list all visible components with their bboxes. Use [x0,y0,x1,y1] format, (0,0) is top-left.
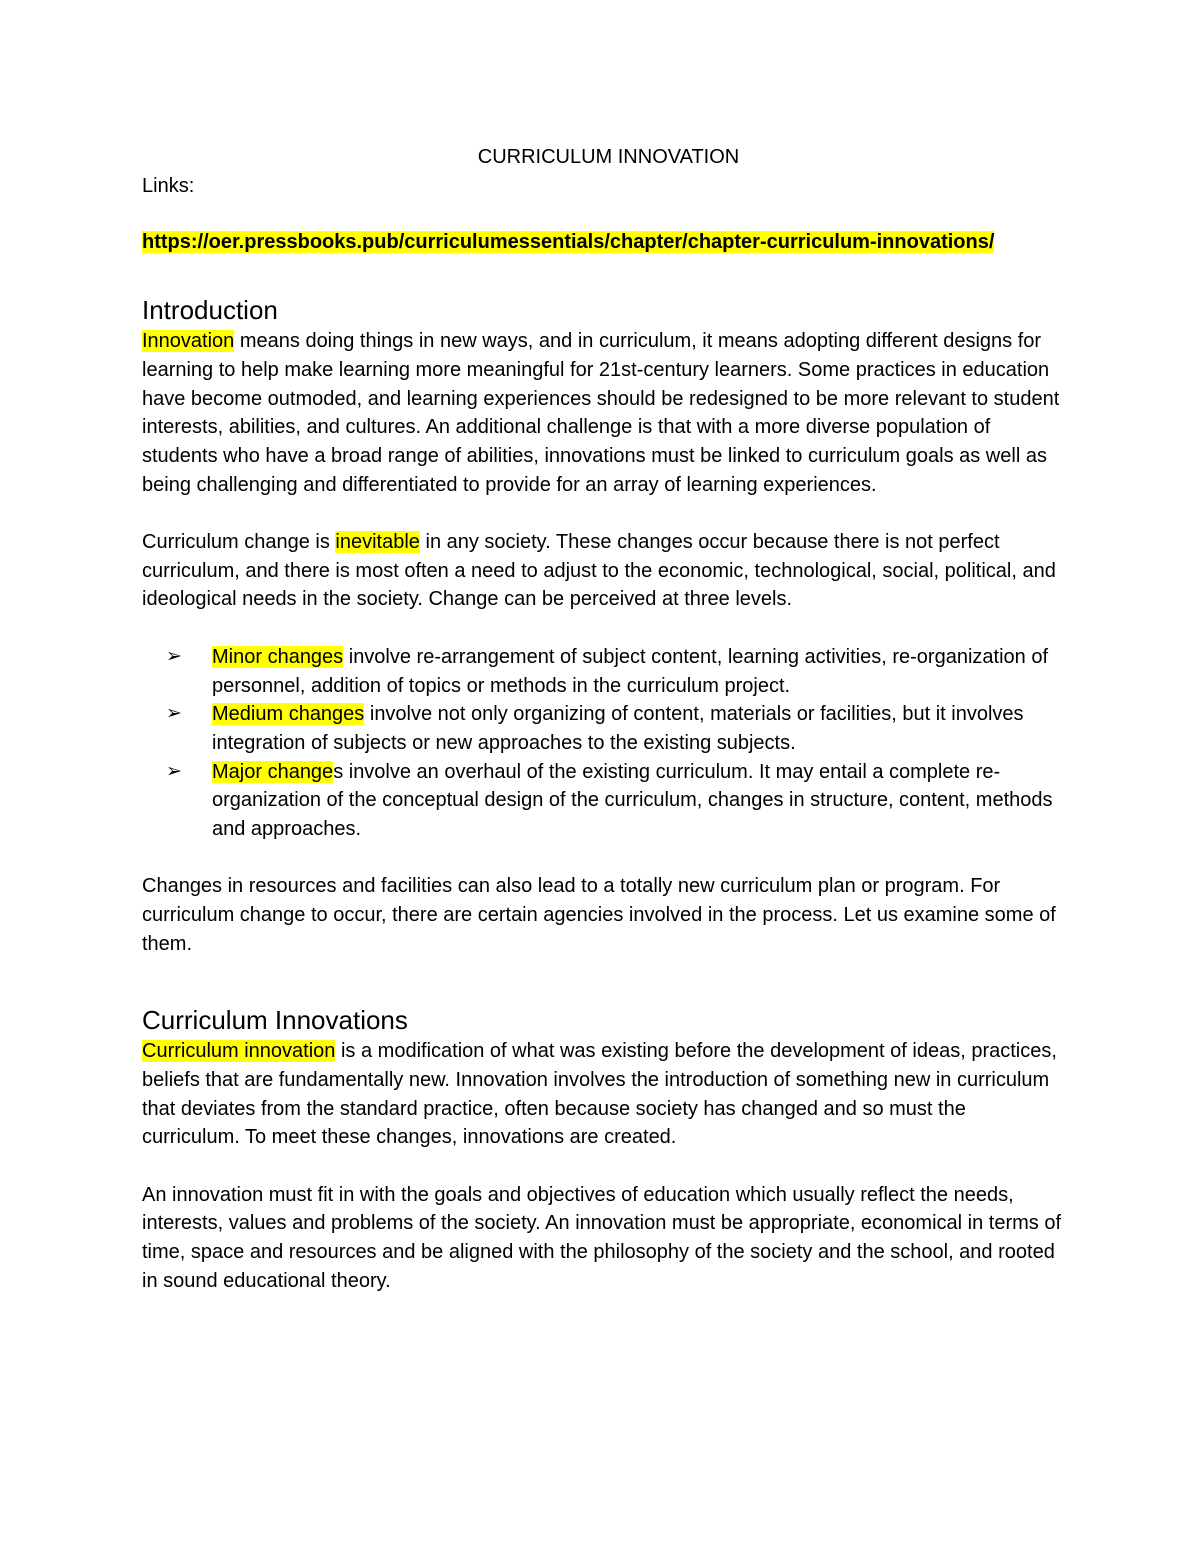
highlight-innovation: Innovation [142,330,235,353]
links-label: Links: [142,174,195,197]
list-item-text: involve not only organizing of content, materials or facilities, but it involves integration of subjects or new approaches to the existing subjects. [212,703,1024,754]
highlight-medium-changes: Medium changes [212,703,365,726]
intro-paragraph-1-text: means doing things in new ways, and in curriculum, it means adopting different designs for learning to help make learning more meaningful for 21st-century learners. Some practices in education have become outmoded, and learning experiences should be redesigned to be more relevant to student interests, abilities, and cultures. An additional challenge is that with a more diverse population of students who have a broad range of abilities, innovations must be linked to curriculum goals as well as being challenging and differentiated to provide for an array of learning experiences. [142,330,1060,496]
innovations-paragraph-1 [142,1037,1067,1152]
intro-paragraph-2-text-after: in any society. These changes occur because there is not perfect curriculum, and there is most often a need to adjust to the economic, technological, social, political, and ideological needs in the society. Change can be perceived at three levels. [142,531,1056,611]
highlight-inevitable: inevitable [335,531,420,554]
arrow-bullet-icon: ➢ [166,760,182,782]
list-item [166,758,1067,844]
arrow-bullet-icon: ➢ [166,703,182,725]
highlight-curriculum-innovation: Curriculum innovation [142,1040,336,1063]
document-title: CURRICULUM INNOVATION [477,146,740,168]
intro-paragraph-2-text-before: Curriculum change is [142,531,336,554]
innovations-paragraph-1-text: is a modification of what was existing before the development of ideas, practices, beliefs that are fundamentally new. Innovation involves the introduction of something new in curriculum that deviates from the standard practice, often because society has changed and so must the curriculum. To meet these changes, innovations are created. [142,1040,1057,1149]
highlight-major-changes: Major change [212,760,334,783]
section-heading-introduction: Introduction [142,295,278,326]
arrow-bullet-icon: ➢ [166,645,182,667]
document-page [142,143,1067,1324]
reference-link-text[interactable]: https://oer.pressbooks.pub/curriculumessentials/chapter/chapter-curriculum-innovations/ [142,231,995,254]
list-item [166,700,1067,757]
reference-link[interactable] [142,228,1067,257]
intro-paragraph-1 [142,327,1067,499]
intro-paragraph-2 [142,528,1067,614]
list-item-text: involve re-arrangement of subject content, learning activities, re-organization of personnel, addition of topics or methods in the curriculum project. [212,645,1049,697]
list-item-text: s involve an overhaul of the existing curriculum. It may entail a complete re-organization of the conceptual design of the curriculum, changes in structure, content, methods and approaches. [212,760,1053,841]
highlight-minor-changes: Minor changes [212,645,344,668]
intro-paragraph-3: Changes in resources and facilities can also lead to a totally new curriculum plan or program. For curriculum change to occur, there are certain agencies involved in the process. Let us examine some of them. [142,875,1056,955]
innovations-paragraph-2: An innovation must fit in with the goals and objectives of education which usually reflect the needs, interests, values and problems of the society. An innovation must be appropriate, economical in terms of time, space and resources and be aligned with the philosophy of the society and the school, and rooted in sound educational theory. [142,1183,1062,1292]
list-item [166,643,1067,700]
section-heading-curriculum-innovations: Curriculum Innovations [142,1005,408,1036]
change-levels-list [142,643,1067,844]
